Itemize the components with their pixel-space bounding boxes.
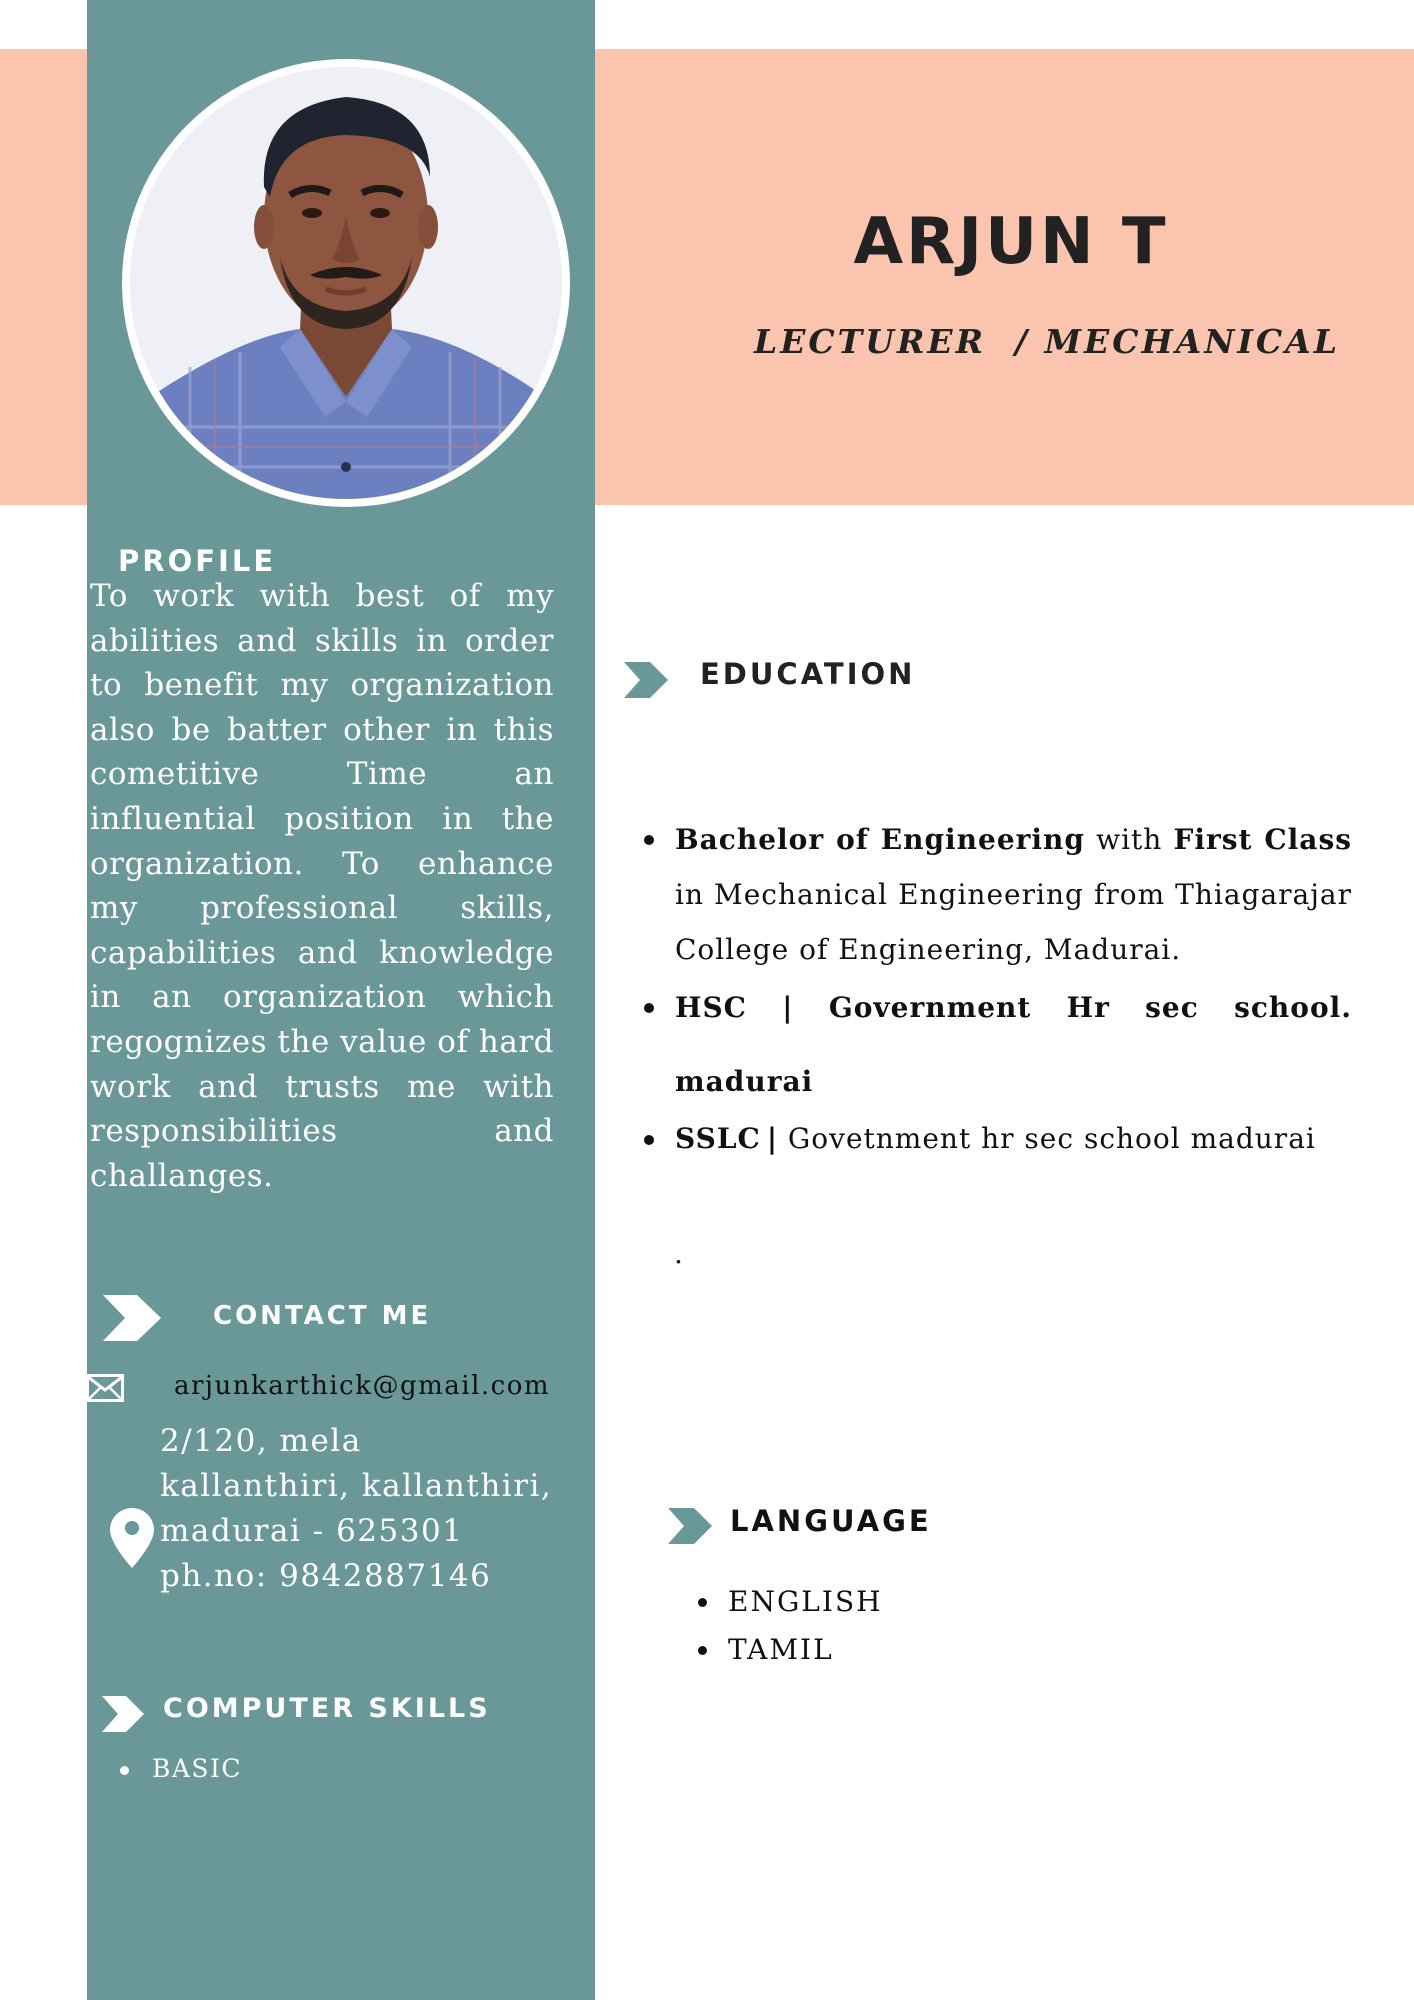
education-list <box>640 812 1352 1169</box>
candidate-name: ARJUN T <box>853 205 1169 279</box>
education-separator: | <box>782 991 794 1024</box>
contact-heading: CONTACT ME <box>213 1301 432 1331</box>
profile-summary: To work with best of my abilities and skills in order to benefit my organization also be batter other in this cometitive Time an influential position in the organization. To enhance my professional skills, capabilities and knowledge in an organization which regognizes the value of hard work and trusts me with responsibilities and challanges. <box>90 578 554 1194</box>
envelope-icon <box>86 1374 124 1402</box>
chevron-right-icon <box>624 662 668 698</box>
address-line: 2/120, mela <box>160 1423 362 1459</box>
language-heading: LANGUAGE <box>730 1504 932 1538</box>
education-trailing-mark: . <box>674 1237 683 1270</box>
address-block <box>160 1419 590 1599</box>
language-item: ENGLISH <box>692 1578 883 1626</box>
education-separator: | <box>766 1122 778 1155</box>
email-address[interactable]: arjunkarthick@gmail.com <box>174 1371 551 1401</box>
profile-heading: PROFILE <box>118 544 277 578</box>
computer-skills-list <box>112 1754 242 1783</box>
school-name: Government Hr sec school. madurai <box>675 991 1353 1098</box>
education-item <box>640 1109 1352 1169</box>
education-heading: EDUCATION <box>700 657 916 691</box>
chevron-right-icon <box>668 1508 712 1544</box>
degree-connector: with <box>1096 823 1163 856</box>
computer-skills-heading: COMPUTER SKILLS <box>163 1693 491 1724</box>
phone-number: ph.no: 9842887146 <box>160 1558 492 1594</box>
education-level: SSLC <box>675 1122 761 1155</box>
address-line: kallanthiri, kallanthiri, <box>160 1468 553 1504</box>
education-item <box>640 812 1352 977</box>
portrait-illustration <box>130 67 562 499</box>
language-list <box>692 1578 883 1674</box>
degree-name: Bachelor of Engineering <box>675 823 1085 856</box>
address-line: madurai - 625301 <box>160 1513 464 1549</box>
job-title: LECTURER / MECHANICAL <box>754 322 1340 361</box>
location-pin-icon <box>110 1508 154 1568</box>
profile-photo-image <box>130 67 562 499</box>
school-name: Govetnment hr sec school madurai <box>787 1122 1316 1155</box>
language-item: TAMIL <box>692 1626 883 1674</box>
chevron-right-icon <box>103 1295 161 1341</box>
profile-photo <box>122 59 570 507</box>
skill-item: BASIC <box>112 1754 242 1783</box>
degree-grade: First Class <box>1173 823 1352 856</box>
chevron-right-icon <box>102 1696 144 1732</box>
education-item <box>640 971 1352 1119</box>
degree-detail: in Mechanical Engineering from Thiagarajar College of Engineering, Madurai. <box>675 878 1352 966</box>
education-level: HSC <box>675 991 747 1024</box>
